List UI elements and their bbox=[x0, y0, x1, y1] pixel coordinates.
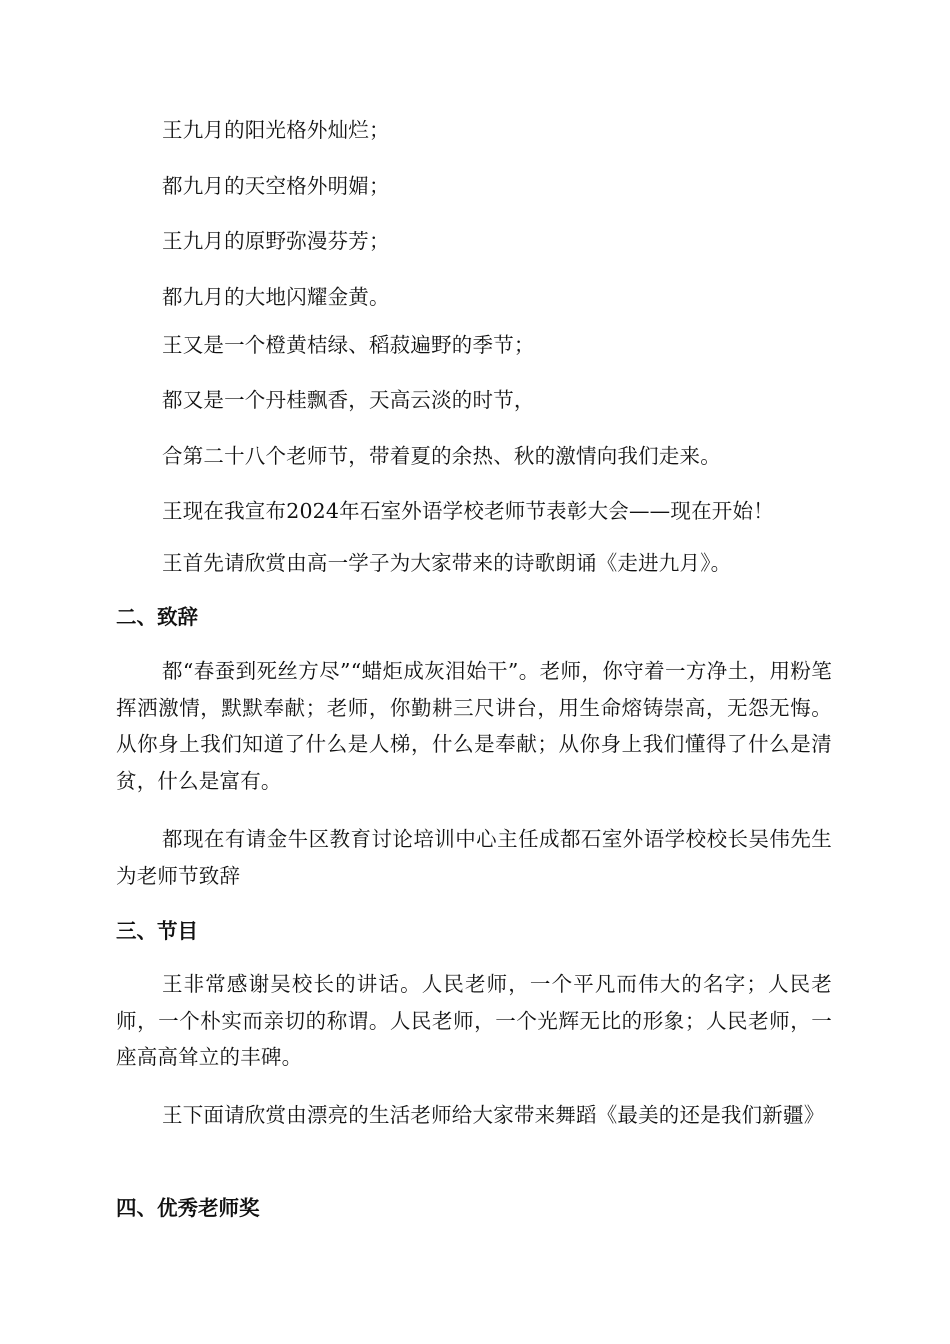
paragraph-tribute: 都“春蚕到死丝方尽”“蜡炬成灰泪始干”。老师，你守着一方净土，用粉笔挥洒激情，默默奉献；老师，你勤耕三尺讲台，用生命熔铸崇高，无怨无悔。从你身上我们知道了什么是人梯，什么是奉献；从你身上我们懂得了什么是清贫，什么是富有。 bbox=[116, 659, 832, 793]
paragraph-invitation: 都现在有请金牛区教育讨论培训中心主任成都石室外语学校校长吴伟先生为老师节致辞 bbox=[116, 827, 832, 888]
opening-line-1: 王九月的阳光格外灿烂； bbox=[162, 118, 390, 142]
opening-line-3: 王九月的原野弥漫芬芳； bbox=[162, 229, 390, 253]
section-heading-speech: 二、致辞 bbox=[116, 605, 198, 629]
section-heading-program: 三、节目 bbox=[116, 919, 198, 943]
paragraph-thanks: 王非常感谢吴校长的讲话。人民老师，一个平凡而伟大的名字；人民老师，一个朴实而亲切的称谓。人民老师，一个光辉无比的形象；人民老师，一座高高耸立的丰碑。 bbox=[116, 972, 832, 1069]
opening-line-6: 都又是一个丹桂飘香，天高云淡的时节， bbox=[162, 388, 535, 412]
paragraph-dance: 王下面请欣赏由漂亮的生活老师给大家带来舞蹈《最美的还是我们新疆》 bbox=[162, 1103, 825, 1127]
opening-line-7: 合第二十八个老师节，带着夏的余热、秋的激情向我们走来。 bbox=[162, 444, 721, 468]
opening-line-8: 王现在我宣布2024年石室外语学校老师节表彰大会——现在开始！ bbox=[162, 499, 774, 523]
opening-line-5: 王又是一个橙黄桔绿、稻菽遍野的季节； bbox=[162, 333, 535, 357]
opening-line-9: 王首先请欣赏由高一学子为大家带来的诗歌朗诵《走进九月》。 bbox=[162, 551, 732, 575]
section-heading-award: 四、优秀老师奖 bbox=[116, 1196, 260, 1220]
opening-line-4: 都九月的大地闪耀金黄。 bbox=[162, 285, 390, 309]
opening-line-2: 都九月的天空格外明媚； bbox=[162, 174, 390, 198]
